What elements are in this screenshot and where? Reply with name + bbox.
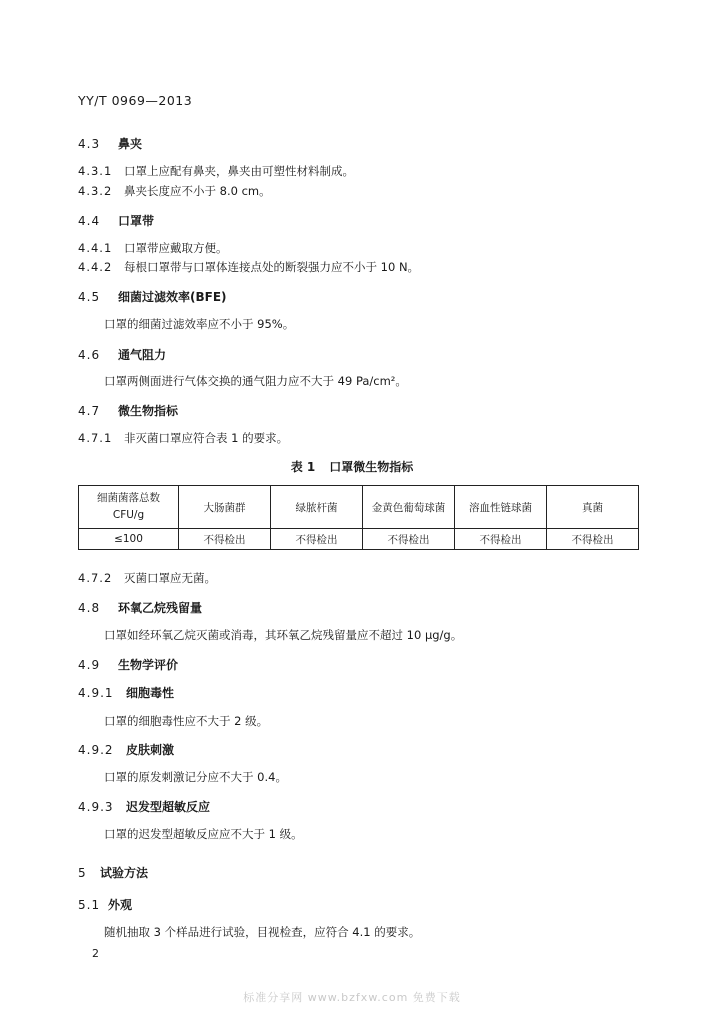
clause-4-7-2: 4.7.2 灭菌口罩应无菌。: [78, 571, 216, 585]
value-pseudomonas: 不得检出: [271, 529, 363, 550]
value-coliform: 不得检出: [179, 529, 271, 550]
table-header-row: [79, 486, 639, 529]
section-4-8-heading: 4.8 环氧乙烷残留量: [78, 601, 203, 615]
section-4-5-heading: 4.5 细菌过滤效率(BFE): [78, 290, 227, 304]
section-4-9-heading: 4.9 生物学评价: [78, 658, 179, 672]
header-total-colony: 细菌菌落总数 CFU/g: [79, 486, 179, 529]
section-4-9-2-heading: 4.9.2 皮肤刺激: [78, 743, 175, 757]
clause-4-3-1: 4.3.1 口罩上应配有鼻夹，鼻夹由可塑性材料制成。: [78, 164, 354, 178]
section-5-1-text: 随机抽取 3 个样品进行试验，目视检查，应符合 4.1 的要求。: [104, 925, 421, 939]
header-pseudomonas: 绿脓杆菌: [271, 486, 363, 529]
section-5-heading: 5 试验方法: [78, 866, 149, 880]
value-total-colony: ≤100: [79, 529, 179, 550]
clause-4-4-2: 4.4.2 每根口罩带与口罩体连接点处的断裂强力应不小于 10 N。: [78, 260, 420, 274]
table-value-row: [79, 529, 639, 550]
section-4-9-1-heading: 4.9.1 细胞毒性: [78, 686, 175, 700]
value-streptococcus: 不得检出: [455, 529, 547, 550]
clause-4-4-1: 4.4.1 口罩带应戴取方便。: [78, 241, 228, 255]
watermark: 标准分享网 www.bzfxw.com 免费下载: [243, 991, 461, 1004]
section-4-3-heading: 4.3 鼻夹: [78, 137, 143, 151]
section-4-6-text: 口罩两侧面进行气体交换的通气阻力应不大于 49 Pa/cm²。: [104, 374, 407, 388]
header-staphylococcus: 金黄色葡萄球菌: [363, 486, 455, 529]
section-5-1-heading: 5.1 外观: [78, 898, 133, 912]
section-4-9-3-heading: 4.9.3 迟发型超敏反应: [78, 800, 211, 814]
section-4-9-3-text: 口罩的迟发型超敏反应应不大于 1 级。: [104, 827, 303, 841]
header-streptococcus: 溶血性链球菌: [455, 486, 547, 529]
header-coliform: 大肠菌群: [179, 486, 271, 529]
value-staphylococcus: 不得检出: [363, 529, 455, 550]
value-fungi: 不得检出: [547, 529, 639, 550]
section-4-5-text: 口罩的细菌过滤效率应不小于 95%。: [104, 317, 295, 331]
standard-number: YY/T 0969—2013: [78, 93, 193, 108]
section-4-6-heading: 4.6 通气阻力: [78, 348, 167, 362]
microbial-indicator-table: [78, 485, 639, 550]
section-4-7-heading: 4.7 微生物指标: [78, 404, 179, 418]
table-1-caption: 表 1 口罩微生物指标: [290, 460, 414, 474]
page-number: 2: [92, 947, 99, 960]
section-4-9-2-text: 口罩的原发刺激记分应不大于 0.4。: [104, 770, 287, 784]
clause-4-3-2: 4.3.2 鼻夹长度应不小于 8.0 cm。: [78, 184, 271, 198]
section-4-4-heading: 4.4 口罩带: [78, 214, 155, 228]
section-4-9-1-text: 口罩的细胞毒性应不大于 2 级。: [104, 714, 269, 728]
clause-4-7-1: 4.7.1 非灭菌口罩应符合表 1 的要求。: [78, 431, 289, 445]
section-4-8-text: 口罩如经环氧乙烷灭菌或消毒，其环氧乙烷残留量应不超过 10 μg/g。: [104, 628, 463, 642]
header-fungi: 真菌: [547, 486, 639, 529]
